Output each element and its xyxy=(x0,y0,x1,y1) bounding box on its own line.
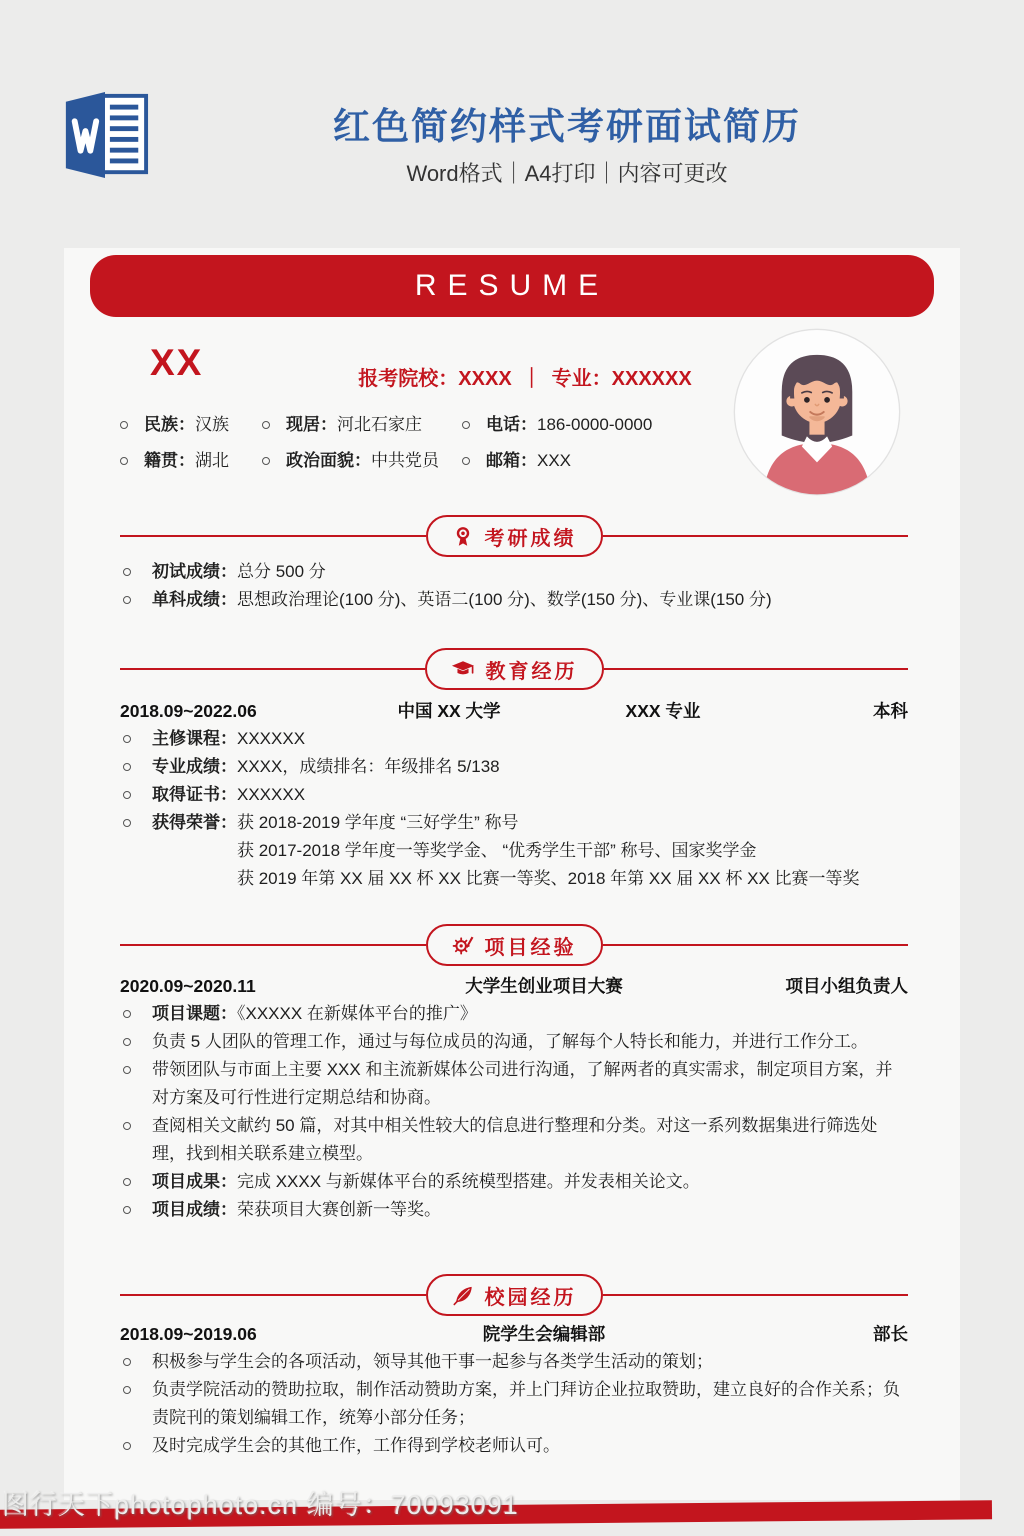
list-item: 项目成绩：荣获项目大赛创新一等奖。 xyxy=(120,1196,908,1224)
circle-bullet-icon xyxy=(462,457,470,465)
section-title-campus: 校园经历 xyxy=(484,1286,577,1309)
info-native-place: 籍贯：湖北 xyxy=(120,446,262,471)
apply-school: 报考院校：XXXX xyxy=(358,368,512,390)
divider-line xyxy=(603,1294,909,1296)
list-item: 项目成果：完成 XXXX 与新媒体平台的系统模型搭建。并发表相关论文。 xyxy=(120,1168,908,1196)
divider-line xyxy=(603,535,909,537)
circle-bullet-icon xyxy=(123,819,131,827)
list-item: 初试成绩：总分 500 分 xyxy=(120,558,908,586)
section-badge-project xyxy=(426,924,603,966)
resume-sections xyxy=(120,514,908,1460)
list-item: 带领团队与市面上主要 XXX 和主流新媒体公司进行沟通，了解两者的真实需求，制定项目方案，并对方案及可行性进行定期总结和协商。 xyxy=(120,1056,908,1112)
circle-bullet-icon xyxy=(123,1122,131,1130)
circle-bullet-icon xyxy=(123,1206,131,1214)
circle-bullet-icon xyxy=(123,735,131,743)
education-period: 2018.09~2022.06 xyxy=(120,701,257,721)
honor-line: 获 2017-2018 学年度一等奖学金、 “优秀学生干部” 称号、国家奖学金 xyxy=(237,841,757,860)
divider-line xyxy=(120,535,426,537)
circle-bullet-icon xyxy=(123,791,131,799)
education-header xyxy=(120,698,908,725)
circle-bullet-icon xyxy=(262,421,270,429)
circle-bullet-icon xyxy=(123,1038,131,1046)
campus-list xyxy=(120,1348,908,1460)
list-item: 负责 5 人团队的管理工作，通过与每位成员的沟通，了解每个人特长和能力，并进行工作分工。 xyxy=(120,1028,908,1056)
apply-line xyxy=(300,362,750,391)
project-list xyxy=(120,1000,908,1224)
section-divider-campus xyxy=(120,1273,908,1317)
circle-bullet-icon xyxy=(123,568,131,576)
education-school: 中国 XX 大学 xyxy=(397,701,501,721)
honor-line: 获 2019 年第 XX 届 XX 杯 XX 比赛一等奖、2018 年第 XX 届 XX 杯 XX 比赛一等奖 xyxy=(237,869,860,888)
divider-line xyxy=(120,668,425,670)
candidate-name: XX xyxy=(150,342,204,383)
graduation-cap-icon xyxy=(451,659,475,680)
circle-bullet-icon xyxy=(123,1010,131,1018)
list-item: 专业成绩：XXXX，成绩排名：年级排名 5/138 xyxy=(120,753,908,781)
circle-bullet-icon xyxy=(123,1066,131,1074)
list-item: 项目课题：《XXXXX 在新媒体平台的推广》 xyxy=(120,1000,908,1028)
circle-bullet-icon xyxy=(123,1358,131,1366)
personal-info xyxy=(120,410,740,471)
avatar xyxy=(733,328,901,496)
section-badge-scores xyxy=(426,515,603,557)
page-subtitle: Word格式｜A4打印｜内容可更改 xyxy=(406,161,728,186)
circle-bullet-icon xyxy=(120,421,128,429)
page-title: 红色简约样式考研面试简历 xyxy=(333,106,801,147)
info-residence: 现居：河北石家庄 xyxy=(262,410,462,435)
circle-bullet-icon xyxy=(462,421,470,429)
campus-role: 部长 xyxy=(873,1324,908,1344)
education-degree: 本科 xyxy=(873,701,908,721)
feather-icon xyxy=(452,1284,474,1306)
gear-pen-icon xyxy=(452,934,474,956)
info-phone: 电话：186-0000-0000 xyxy=(462,410,740,435)
watermark-text: 图行天下photophoto.cn 编号：70093091 xyxy=(2,1490,519,1520)
word-logo-icon xyxy=(58,90,152,180)
section-title-scores: 考研成绩 xyxy=(484,527,577,550)
info-ethnicity: 民族：汉族 xyxy=(120,410,262,435)
divider-line xyxy=(120,1294,426,1296)
resume-banner xyxy=(90,255,934,317)
medal-icon xyxy=(452,525,474,547)
apply-separator: ｜ xyxy=(521,368,542,390)
list-item: 查阅相关文献约 50 篇，对其中相关性较大的信息进行整理和分类。对这一系列数据集进行筛选处理，找到相关联系建立模型。 xyxy=(120,1112,908,1168)
list-item: 主修课程：XXXXXX xyxy=(120,725,908,753)
section-divider-project xyxy=(120,923,908,967)
circle-bullet-icon xyxy=(123,596,131,604)
section-divider-education xyxy=(120,647,908,691)
info-email: 邮箱：XXX xyxy=(462,446,740,471)
project-role: 项目小组负责人 xyxy=(785,976,908,996)
section-divider-scores xyxy=(120,514,908,558)
circle-bullet-icon xyxy=(262,457,270,465)
apply-major: 专业：XXXXXX xyxy=(551,368,692,390)
education-list xyxy=(120,725,908,893)
list-item: 取得证书：XXXXXX xyxy=(120,781,908,809)
circle-bullet-icon xyxy=(120,457,128,465)
project-period: 2020.09~2020.11 xyxy=(120,976,256,996)
divider-line xyxy=(603,944,909,946)
divider-line xyxy=(120,944,426,946)
circle-bullet-icon xyxy=(123,1386,131,1394)
circle-bullet-icon xyxy=(123,1442,131,1450)
circle-bullet-icon xyxy=(123,763,131,771)
section-title-education: 教育经历 xyxy=(485,660,578,683)
divider-line xyxy=(604,668,909,670)
education-major: XXX 专业 xyxy=(625,701,701,721)
campus-period: 2018.09~2019.06 xyxy=(120,1324,257,1344)
project-header xyxy=(120,973,908,1000)
list-item: 积极参与学生会的各项活动，领导其他干事一起参与各类学生活动的策划； xyxy=(120,1348,908,1376)
project-name: 大学生创业项目大赛 xyxy=(465,976,623,996)
campus-header xyxy=(120,1321,908,1348)
campus-org: 院学生会编辑部 xyxy=(482,1324,606,1344)
section-title-project: 项目经验 xyxy=(484,936,577,959)
list-item: 单科成绩：思想政治理论(100 分)、英语二(100 分)、数学(150 分)、专业课(150 分) xyxy=(120,586,908,614)
list-item: 负责学院活动的赞助拉取，制作活动赞助方案，并上门拜访企业拉取赞助，建立良好的合作关系；负责院刊的策划编辑工作，统筹小部分任务； xyxy=(120,1376,908,1432)
info-political-status: 政治面貌：中共党员 xyxy=(262,446,462,471)
section-badge-campus xyxy=(426,1274,603,1316)
section-badge-education xyxy=(425,648,604,690)
circle-bullet-icon xyxy=(123,1178,131,1186)
scores-list xyxy=(120,558,908,614)
list-item: 获得荣誉：获 2018-2019 学年度 “三好学生” 称号 获 2017-2018 学年度一等奖学金、 “优秀学生干部” 称号、国家奖学金 获 2019 年第 XX 届 XX 杯 XX 比赛一等奖、2018 年第 XX 届 XX 杯 XX 比赛一等奖 xyxy=(120,809,908,893)
resume-page xyxy=(64,248,960,1500)
resume-banner-title: RESUME xyxy=(414,269,610,302)
list-item: 及时完成学生会的其他工作，工作得到学校老师认可。 xyxy=(120,1432,908,1460)
